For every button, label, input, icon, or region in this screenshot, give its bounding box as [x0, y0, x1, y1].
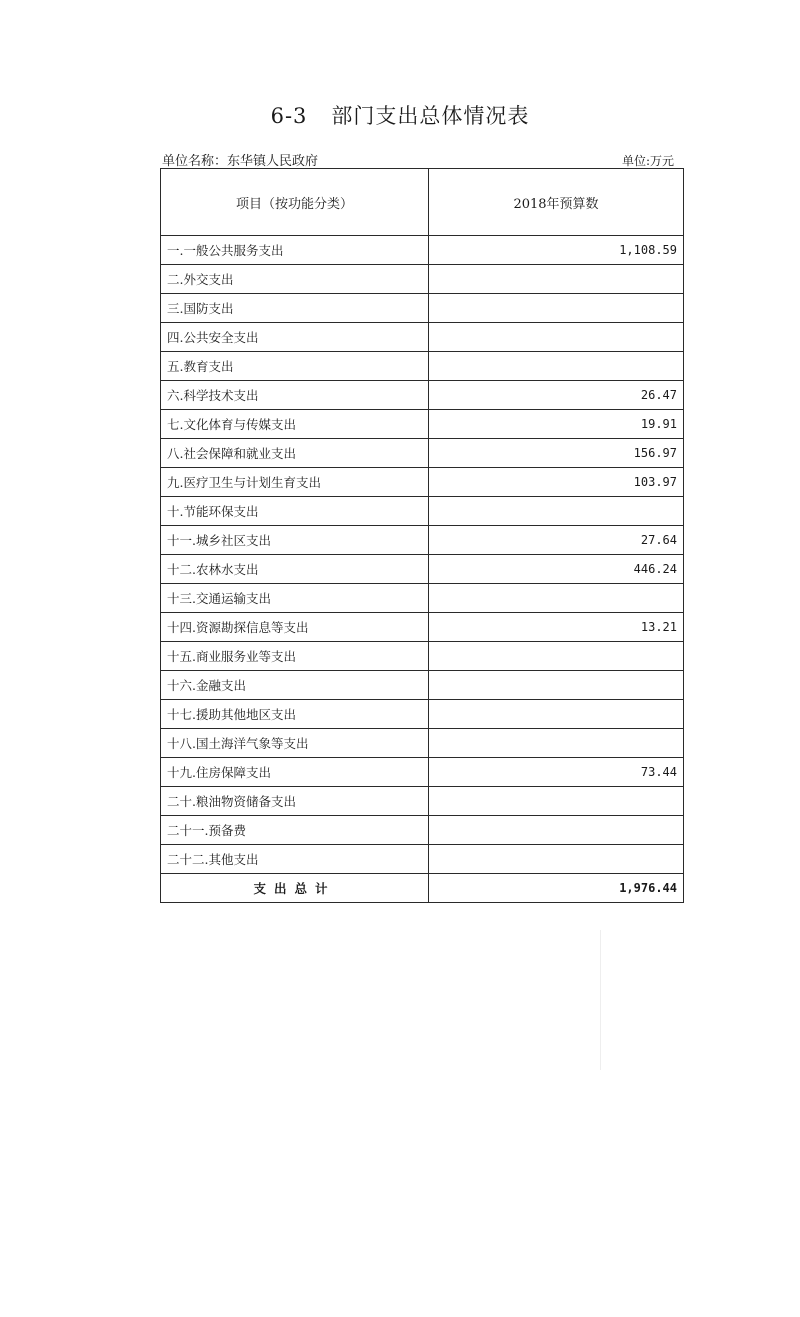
table-row — [161, 526, 684, 555]
table-row — [161, 497, 684, 526]
table-row — [161, 410, 684, 439]
row-name: 十四.资源勘探信息等支出 — [161, 613, 429, 642]
row-name: 六.科学技术支出 — [161, 381, 429, 410]
table-row — [161, 294, 684, 323]
table-row — [161, 787, 684, 816]
row-value — [429, 729, 684, 758]
table-header-row — [161, 169, 684, 236]
title-text: 部门支出总体情况表 — [331, 104, 530, 128]
row-value — [429, 294, 684, 323]
row-value — [429, 265, 684, 294]
table-row — [161, 381, 684, 410]
row-value — [429, 497, 684, 526]
table-row — [161, 613, 684, 642]
table-row — [161, 439, 684, 468]
row-name: 三.国防支出 — [161, 294, 429, 323]
row-name: 十五.商业服务业等支出 — [161, 642, 429, 671]
table-row — [161, 265, 684, 294]
table-row — [161, 352, 684, 381]
row-value — [429, 584, 684, 613]
row-name: 十一.城乡社区支出 — [161, 526, 429, 555]
total-value: 1,976.44 — [429, 874, 684, 903]
row-name: 十三.交通运输支出 — [161, 584, 429, 613]
row-value: 446.24 — [429, 555, 684, 584]
row-value — [429, 787, 684, 816]
row-value — [429, 845, 684, 874]
table-row — [161, 845, 684, 874]
row-name: 十九.住房保障支出 — [161, 758, 429, 787]
table-row — [161, 555, 684, 584]
row-name: 十八.国土海洋气象等支出 — [161, 729, 429, 758]
row-name: 二十.粮油物资储备支出 — [161, 787, 429, 816]
row-name: 七.文化体育与传媒支出 — [161, 410, 429, 439]
table-row — [161, 323, 684, 352]
row-value — [429, 671, 684, 700]
row-value — [429, 352, 684, 381]
row-name: 四.公共安全支出 — [161, 323, 429, 352]
row-value: 73.44 — [429, 758, 684, 787]
table-row — [161, 642, 684, 671]
header-item: 项目（按功能分类） — [161, 169, 429, 236]
table-row — [161, 671, 684, 700]
row-name: 十.节能环保支出 — [161, 497, 429, 526]
table-row — [161, 700, 684, 729]
row-name: 十七.援助其他地区支出 — [161, 700, 429, 729]
table-row — [161, 584, 684, 613]
title-number: 6-3 — [270, 104, 308, 128]
unit-name: 单位名称：东华镇人民政府 — [162, 154, 319, 169]
table-row — [161, 758, 684, 787]
table-row — [161, 468, 684, 497]
row-name: 二十二.其他支出 — [161, 845, 429, 874]
row-name: 八.社会保障和就业支出 — [161, 439, 429, 468]
total-label: 支出总计 — [161, 874, 429, 903]
total-row — [161, 874, 684, 903]
row-value: 27.64 — [429, 526, 684, 555]
row-value — [429, 323, 684, 352]
row-value: 156.97 — [429, 439, 684, 468]
row-name: 五.教育支出 — [161, 352, 429, 381]
row-value — [429, 816, 684, 845]
table-row — [161, 236, 684, 265]
scan-mark — [600, 930, 601, 1070]
row-value: 103.97 — [429, 468, 684, 497]
row-value: 26.47 — [429, 381, 684, 410]
row-value — [429, 700, 684, 729]
row-name: 十六.金融支出 — [161, 671, 429, 700]
row-name: 二十一.预备费 — [161, 816, 429, 845]
header-value: 2018年预算数 — [429, 169, 684, 236]
table-row — [161, 816, 684, 845]
table-body — [161, 236, 684, 874]
expenditure-table — [160, 168, 684, 903]
table-row — [161, 729, 684, 758]
row-name: 二.外交支出 — [161, 265, 429, 294]
page-title — [0, 100, 800, 130]
row-value: 19.91 — [429, 410, 684, 439]
row-value — [429, 642, 684, 671]
row-name: 一.一般公共服务支出 — [161, 236, 429, 265]
row-value: 13.21 — [429, 613, 684, 642]
row-value: 1,108.59 — [429, 236, 684, 265]
row-name: 九.医疗卫生与计划生育支出 — [161, 468, 429, 497]
currency-unit: 单位:万元 — [622, 154, 675, 168]
row-name: 十二.农林水支出 — [161, 555, 429, 584]
